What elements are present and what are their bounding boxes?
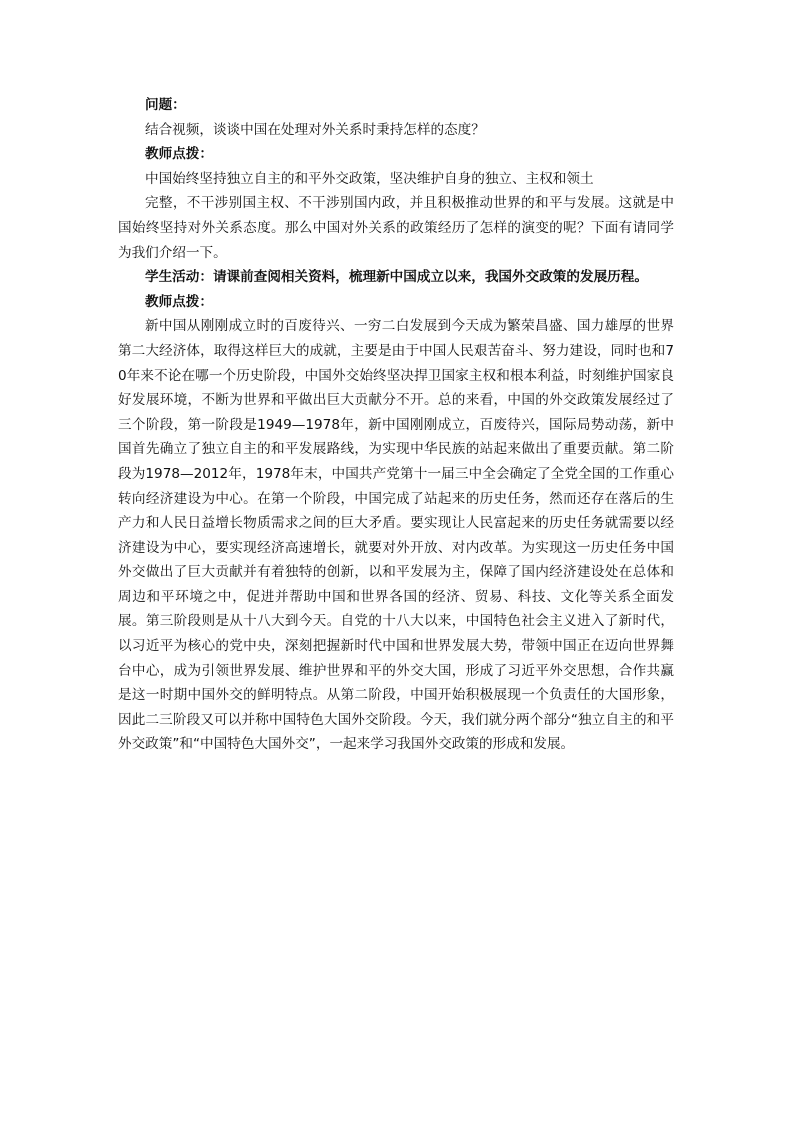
teacher-guidance-label: 教师点拨： xyxy=(145,146,213,163)
question-text: 结合视频，谈谈中国在处理对外关系时秉持怎样的态度？ xyxy=(145,121,485,138)
teacher-guidance-label-2: 教师点拨： xyxy=(145,293,213,310)
question-label: 问题： xyxy=(145,97,186,113)
answer-line-2: 完整，不干涉别国主权、不干涉别国内政，并且积极推动世界的和平与发展。这就是中国始终坚持对外关系态度。那么中国对外关系的政策经历了怎样的演变的呢？下面有请同学为我们介绍一下。 xyxy=(118,195,674,261)
answer-line-1: 中国始终坚持独立自主的和平外交政策，坚决维护自身的独立、主权和领土 xyxy=(145,170,594,187)
document-body xyxy=(118,93,674,757)
main-paragraph: 新中国从刚刚成立时的百废待兴、一穷二白发展到今天成为繁荣昌盛、国力雄厚的世界第二大经济体，取得这样巨大的成就，主要是由于中国人民艰苦奋斗、努力建设，同时也和70年来不论在哪一个历史阶段，中国外交始终坚决捍卫国家主权和根本利益，时刻维护国家良好发展环境，不断为世界和平做出巨大贡献分不开。总的来看，中国的外交政策发展经过了三个阶段，第一阶段是1949—1978年，新中国刚刚成立，百废待兴，国际局势动荡，新中国首先确立了独立自主的和平发展路线，为实现中华民族的站起来做出了重要贡献。第二阶段为1978—2012年，1978年末，中国共产党第十一届三中全会确定了全党全国的工作重心转向经济建设为中心。在第一个阶段，中国完成了站起来的历史任务，然而还存在落后的生产力和人民日益增长物质需求之间的巨大矛盾。要实现让人民富起来的历史任务就需要以经济建设为中心，要实现经济高速增长，就要对外开放、对内改革。为实现这一历史任务中国外交做出了巨大贡献并有着独特的创新，以和平发展为主，保障了国内经济建设处在总体和周边和平环境之中，促进并帮助中国和世界各国的经济、贸易、科技、文化等关系全面发展。第三阶段则是从十八大到今天。自党的十八大以来，中国特色社会主义进入了新时代，以习近平为核心的党中央，深刻把握新时代中国和世界发展大势，带领中国正在迈向世界舞台中心，成为引领世界发展、维护世界和平的外交大国，形成了习近平外交思想，合作共赢是这一时期中国外交的鲜明特点。从第二阶段，中国开始积极展现一个负责任的大国形象，因此二三阶段又可以并称中国特色大国外交阶段。今天，我们就分两个部分“独立自主的和平外交政策”和“中国特色大国外交”，一起来学习我国外交政策的形成和发展。 xyxy=(118,318,674,753)
student-activity: 学生活动：请课前查阅相关资料，梳理新中国成立以来，我国外交政策的发展历程。 xyxy=(145,269,648,286)
